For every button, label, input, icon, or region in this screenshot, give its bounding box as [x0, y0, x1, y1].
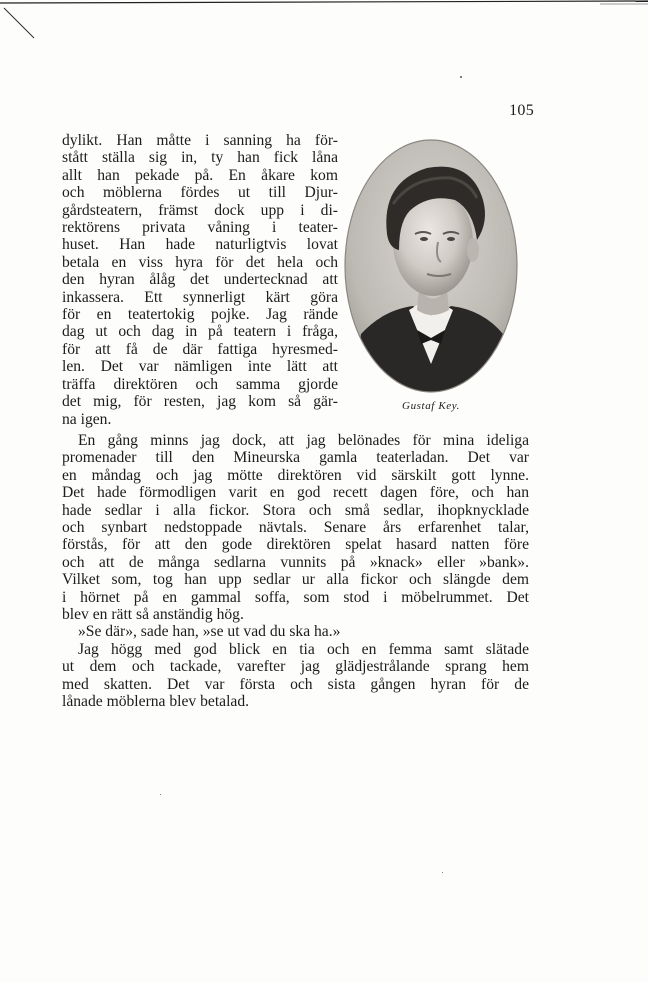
wrapped-paragraph [62, 132, 338, 428]
text-line: lånade möblerna blev betalad. [62, 693, 250, 711]
text-line: dylikt. Han måtte i sanning ha för- [62, 132, 338, 149]
text-line: betala en viss hyra för det hela och [62, 253, 338, 271]
text-line: och att de många sedlarna vunnits på »knack» eller »bank». [62, 553, 529, 571]
text-line: den hyran ålåg det undertecknad att [62, 271, 338, 289]
text-line: gårdsteatern, främst dock upp i di- [62, 201, 338, 219]
text-line: hade sedlar i alla fickor. Stora och små sedlar, ihopknycklade [62, 501, 529, 519]
text-line: En gång minns jag dock, att jag belönades för mina ideliga [78, 432, 529, 449]
text-line: i hörnet på en gammal soffa, som stod i möbelrummet. Det [62, 588, 529, 606]
text-line: träffa direktören och samma gjorde [62, 375, 338, 393]
text-line: med skatten. Det var första och sista gången hyran för de [62, 675, 529, 693]
figure-caption: Gustaf Key. [402, 400, 460, 412]
text-line: allt han pekade på. En åkare kom [62, 166, 338, 184]
text-line: blev en rätt så anständig hög. [62, 606, 244, 624]
scan-speck [442, 872, 443, 873]
text-line: förstås, för att den gode direktören spelat hasard natten före [62, 536, 529, 554]
text-line: Vilket som, tog han upp sedlar ur alla fickor och slängde dem [62, 571, 529, 589]
main-paragraphs [62, 432, 529, 711]
text-line: för en teatertokig pojke. Jag rände [62, 306, 338, 324]
text-line: promenader till den Mineurska gamla teaterladan. Det var [62, 449, 529, 467]
text-line: stått ställa sig in, ty han fick låna [62, 149, 338, 167]
scan-edge-lines [0, 0, 648, 40]
text-line: inkassera. Ett synnerligt kärt göra [62, 288, 338, 306]
text-line: och möblerna fördes ut till Djur- [62, 184, 338, 202]
text-line: Jag högg med god blick en tia och en femma samt slätade [78, 640, 529, 658]
text-line: huset. Han hade naturligtvis lovat [62, 236, 338, 254]
text-line: rektörens privata våning i teater- [62, 219, 338, 237]
text-line: för att få de där fattiga hyresmed- [62, 340, 338, 358]
text-line: na igen. [62, 410, 112, 428]
text-line: »Se där», sade han, »se ut vad du ska ha.» [78, 623, 341, 641]
text-line: och synbart nedstoppade nävtals. Senare års erfarenhet talar, [62, 519, 529, 537]
text-line: en måndag och jag mötte direktören vid särskilt gott lynne. [62, 466, 529, 484]
scan-speck [160, 794, 161, 795]
text-line: det mig, för resten, jag kom så gär- [62, 393, 338, 411]
text-line: len. Det var nämligen inte lätt att [62, 358, 338, 376]
page-number: 105 [509, 102, 534, 119]
text-line: ut dem och tackade, varefter jag glädjestrålande sprang hem [62, 658, 529, 676]
text-line: Det hade förmodligen varit en god recett dagen före, och han [62, 484, 529, 502]
scan-speck [460, 76, 462, 78]
text-line: dag ut och dag in på teatern i fråga, [62, 323, 338, 341]
portrait-photo [343, 138, 519, 394]
